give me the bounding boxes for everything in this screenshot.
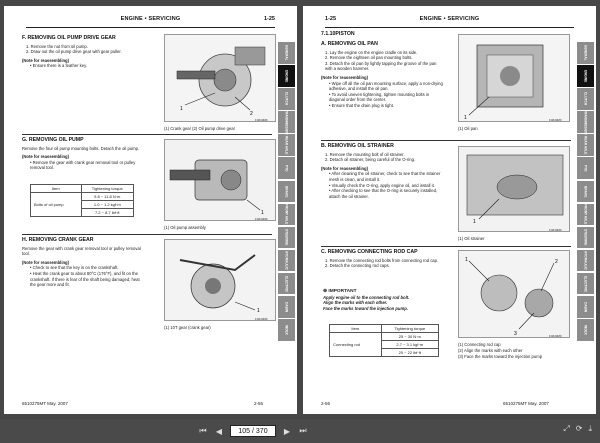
divider [321,246,571,247]
warning-icon: ⊕ [323,289,328,294]
tab-cabin[interactable]: CABIN [278,296,295,318]
note-label: (Note for reassembling) [22,154,70,160]
tab-general[interactable]: GENERAL [278,42,295,64]
figure-caption: (1) Oil pump assembly [164,225,206,230]
step: 1. Remove the connecting rod bolts from connecting rod cap. [325,257,439,263]
note-label: (Note for reassembling) [22,259,70,265]
figure-caption: (1) 10T gear (crank gear) [164,325,211,330]
note-label: (Note for reassembling) [22,57,70,63]
first-page-icon[interactable]: ⏮ [199,426,207,435]
tab-brake[interactable]: BRAKE [278,181,295,203]
svg-text:2: 2 [250,111,253,117]
tab-steering[interactable]: STEERING [577,227,594,249]
section-tabs [577,42,594,342]
section-heading [321,32,355,40]
svg-text:1: 1 [257,308,260,314]
figure-caption: (1) Oil pan [458,126,478,131]
divider [22,234,272,235]
page-navigation [198,424,308,438]
table-cell: 9.8 ~ 11.8 N·m [81,193,133,201]
figure-crank-gear [164,239,276,321]
page-number-input[interactable]: 105 / 370 [230,425,276,437]
tab-hydraulic[interactable]: HYDRAULIC [577,250,594,272]
figure-oil-pump [164,139,276,221]
last-page-icon[interactable]: ⏭ [299,426,307,435]
section-title: 7.1.10PISTON [321,31,355,37]
section-c-title: C. REMOVING CONNECTING ROD CAP [321,249,418,255]
svg-text:1: 1 [464,115,467,121]
table-header: Item [330,325,382,333]
table-cell: 25 ~ 30 N·m [381,333,438,341]
section-text: Remove the four oil pump mounting bolts. Detach the oil pump. [22,145,140,151]
section-a-title: A. REMOVING OIL PAN [321,41,378,47]
tab-index[interactable]: INDEX [577,319,594,341]
fit-page-icon[interactable]: ⤢ [563,424,570,433]
page-header [26,16,275,28]
step: 2. Detach the connecting rod caps. [325,263,390,269]
svg-text:3: 3 [514,331,517,337]
important-item: Face the marks toward the injection pump. [323,305,408,311]
bullet: • After checking to see that the O-ring is securely installed, attach the oil strainer. [329,188,445,199]
footer-doc-code: 6510275MT May. 2007 [22,401,68,406]
step: 1. Lay the engine on the engine cradle on its side. [325,49,418,55]
table-cell: 7.2 ~ 8.7 lbf·ft [81,209,133,217]
header-title: ENGINE • SERVICING [419,16,480,22]
tab-steering[interactable]: STEERING [278,227,295,249]
section-tabs [278,42,295,342]
footer-doc-code: 6510275MT May. 2007 [503,401,549,406]
section-c [321,250,447,269]
right-page [303,6,596,414]
torque-table [329,324,439,357]
figure-connecting-rod-cap [458,250,570,338]
table-cell: 20 ~ 22 lbf·ft [381,349,438,357]
svg-text:F4640MF: F4640MF [255,217,268,221]
header-page-number: 1-25 [325,16,337,22]
page-header [325,16,574,28]
tab-transmission[interactable]: TRANSMISSION [577,111,594,133]
step: 1. Remove the nut from oil pump. [26,43,88,49]
tab-index[interactable]: INDEX [278,319,295,341]
tab-clutch[interactable]: CLUTCH [278,88,295,110]
svg-text:1: 1 [261,210,264,216]
tab-rear-axle[interactable]: REAR AXLE [577,134,594,156]
step: 3. Detach the oil pan by lightly tapping the groove of the pan with a wooden hammer. [325,60,437,72]
step: 2. Draw out the oil pump drive gear with gear puller. [26,49,122,55]
important-item: Align the marks with each other. [323,300,388,306]
svg-text:F4640MF: F4640MF [549,228,562,232]
bullet: • Visually check the O-ring, apply engine oil, and install it. [329,183,445,189]
figure-oil-pan [458,34,570,122]
next-page-icon[interactable]: ▶ [283,426,291,436]
bullet: • To avoid uneven tightening, tighten mounting bolts in diagonal order from the center. [329,92,445,103]
section-g [22,138,140,171]
bullet: • Heat the crank gear to about 80°C (176°F), and fit on the crankshaft. If there is fear of the shaft being damaged, heat the gear more and fit. [30,271,142,288]
torque-table [30,184,134,217]
section-h [22,238,142,288]
tab-hydraulic[interactable]: HYDRAULIC [278,250,295,272]
footer-page-number: 2-55 [254,401,264,406]
header-page-number: 1-25 [263,16,275,22]
divider [321,140,571,141]
tab-pto[interactable]: PTO [278,157,295,179]
tab-pto[interactable]: PTO [577,157,594,179]
figure-caption: (3) Face the marks toward the injection pump [458,354,543,359]
header-title: ENGINE • SERVICING [120,16,181,22]
svg-text:F4640MF: F4640MF [255,317,268,321]
tab-front-axle[interactable]: FRONT AXLE [577,204,594,226]
important-item: Apply engine oil to the connecting rod bolt. [323,294,410,300]
section-text: Remove the gear with crank gear removal tool or pulley removal tool. [22,245,141,257]
divider [22,134,272,135]
figure-caption: (1) Crank gear (2) Oil pump drive gear [164,126,235,131]
table-header: Item [31,185,82,193]
figure-caption: (1) Connecting rod cap [458,342,501,347]
svg-text:F4640MF: F4640MF [549,334,562,338]
bullet: • Check to see that the key is on the crankshaft. [30,265,142,271]
bullet: • Wipe off all the oil pan mounting surface, apply a non-drying adhesive, and install the oil pan. [329,81,445,92]
section-f-title: F. REMOVING OIL PUMP DRIVE GEAR [22,35,116,41]
left-page [4,6,297,414]
step: 1. Remove the mounting bolt of oil strainer. [325,151,405,157]
svg-text:1: 1 [465,257,468,263]
tab-front-axle[interactable]: FRONT AXLE [278,204,295,226]
viewer-toolbar [0,419,600,443]
section-h-title: H. REMOVING CRANK GEAR [22,237,94,243]
bullet: • Remove the gear with crank gear removal tool or pulley removal tool. [30,160,140,171]
bullet: • Ensure there is a feather key. [30,63,140,69]
table-cell: 1.0 ~ 1.2 kgf·m [81,201,133,209]
svg-text:F4640MF: F4640MF [549,118,562,122]
table-cell: Bolts of oil pump [31,193,82,217]
tab-engine[interactable]: ENGINE [577,65,594,87]
svg-text:1: 1 [180,106,183,112]
section-g-title: G. REMOVING OIL PUMP [22,137,84,143]
tab-electric[interactable]: ELECTRIC [577,273,594,295]
figure-caption: (2) Align the marks with each other [458,348,523,353]
note-label: (Note for reassembling) [321,74,369,80]
table-cell: Connecting rod [330,333,382,357]
note-label: (Note for reassembling) [321,165,369,171]
svg-text:1: 1 [473,219,476,225]
tab-general[interactable]: GENERAL [577,42,594,64]
section-b-title: B. REMOVING OIL STRAINER [321,143,394,149]
tab-clutch[interactable]: CLUTCH [577,88,594,110]
step: 2. Remove the eighteen oil pan mounting bolts. [325,55,413,61]
svg-text:2: 2 [555,259,558,265]
tab-transmission[interactable]: TRANSMISSION [278,111,295,133]
bullet: • After cleaning the oil strainer, check to see that the strainer mesh is clean, and install it. [329,171,445,182]
figure-oil-pump-drive-gear [164,34,276,122]
section-f [22,36,140,69]
tab-electric[interactable]: ELECTRIC [278,273,295,295]
important-box [323,288,447,311]
footer-page-number: 2-56 [321,401,331,406]
section-b [321,144,445,199]
figure-caption: (1) Oil strainer [458,236,485,241]
tab-cabin[interactable]: CABIN [577,296,594,318]
rotate-icon[interactable]: ⟳ [575,424,583,433]
download-icon[interactable]: ⤓ [588,424,592,433]
tab-rear-axle[interactable]: REAR AXLE [278,134,295,156]
table-header: Tightening torque [81,185,133,193]
figure-oil-strainer [458,146,570,232]
bullet: • Ensure that the drain plug is tight. [329,103,445,109]
tab-brake[interactable]: BRAKE [577,181,594,203]
important-title: ⊕ IMPORTANT [323,289,357,294]
table-header: Tightening torque [381,325,438,333]
section-a [321,42,445,109]
viewer-actions [563,424,592,434]
tab-engine[interactable]: ENGINE [278,65,295,87]
table-cell: 2.7 ~ 3.1 kgf·m [381,341,438,349]
prev-page-icon[interactable]: ◀ [215,426,223,436]
step: 2. Detach oil strainer, being careful of the O-ring. [325,157,416,163]
figure-code: F4640MF [255,118,268,122]
